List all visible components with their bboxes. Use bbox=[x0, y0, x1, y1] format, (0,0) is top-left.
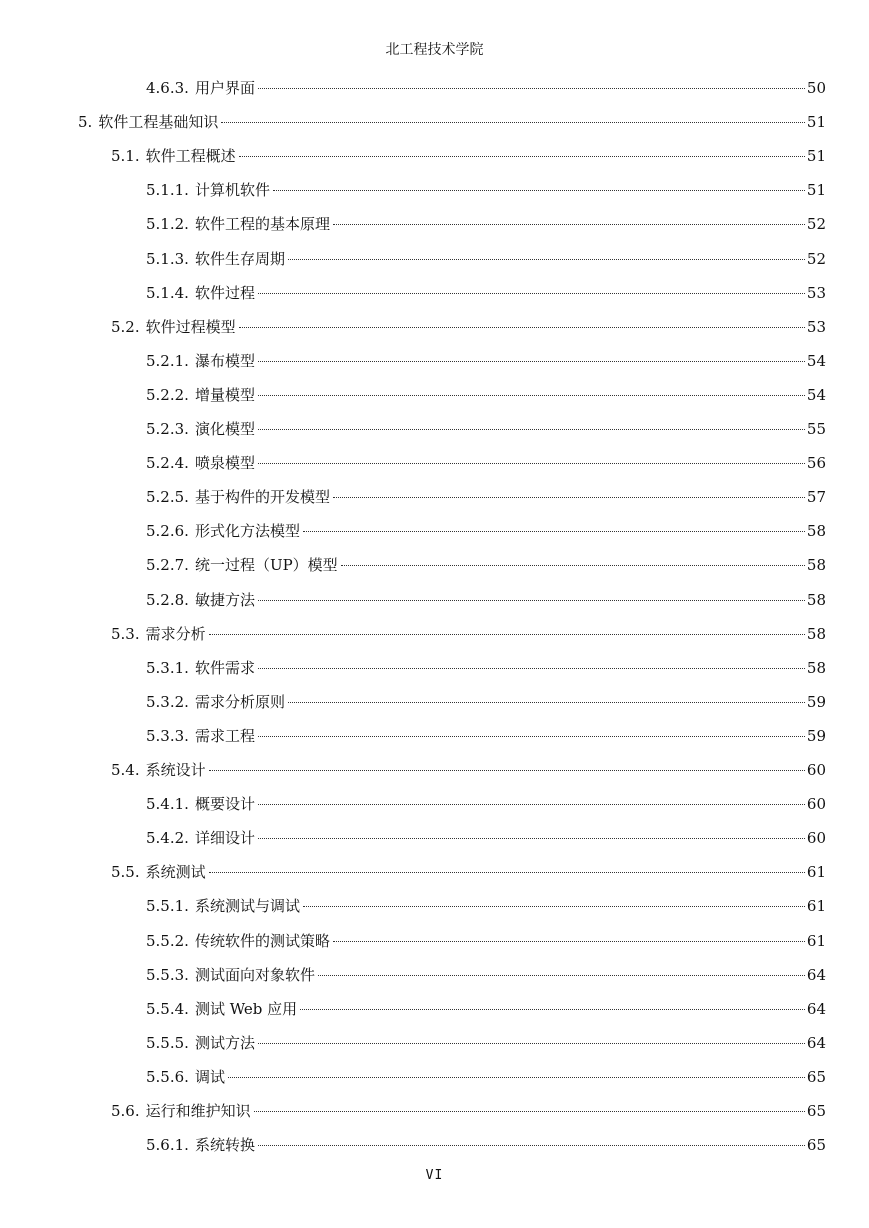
toc-dot-leader bbox=[258, 1043, 805, 1044]
toc-dot-leader bbox=[258, 361, 805, 362]
toc-dot-leader bbox=[318, 975, 805, 976]
toc-entry[interactable] bbox=[146, 76, 826, 100]
toc-dot-leader bbox=[239, 327, 805, 328]
toc-entry-page: 59 bbox=[806, 692, 826, 711]
toc-entry[interactable] bbox=[111, 144, 826, 168]
toc-entry-page: 64 bbox=[806, 965, 826, 984]
toc-entry[interactable] bbox=[146, 997, 826, 1021]
toc-entry-title: 测试 Web 应用 bbox=[194, 999, 298, 1018]
toc-dot-leader bbox=[258, 804, 805, 805]
toc-entry-title: 测试面向对象软件 bbox=[194, 965, 315, 984]
page-number: VI bbox=[425, 1168, 444, 1183]
toc-entry-page: 65 bbox=[806, 1102, 826, 1120]
toc-entry[interactable] bbox=[146, 588, 826, 612]
toc-entry-page: 61 bbox=[806, 863, 826, 882]
toc-entry[interactable] bbox=[146, 1065, 826, 1089]
toc-entry-page: 58 bbox=[806, 522, 826, 541]
toc-entry-title: 详细设计 bbox=[194, 829, 255, 848]
toc-dot-leader bbox=[300, 1009, 805, 1010]
toc-entry-title: 软件工程概述 bbox=[145, 147, 236, 166]
toc-entry-page: 57 bbox=[806, 488, 826, 507]
toc-entry-number: 5.1.4. bbox=[146, 283, 189, 302]
toc-entry[interactable] bbox=[146, 929, 826, 953]
toc-entry[interactable] bbox=[146, 690, 826, 714]
toc-entry-title: 用户界面 bbox=[194, 79, 255, 97]
toc-dot-leader bbox=[221, 122, 805, 123]
toc-entry-title: 系统测试 bbox=[145, 863, 206, 882]
toc-entry-title: 概要设计 bbox=[194, 795, 255, 814]
toc-dot-leader bbox=[258, 668, 805, 669]
toc-entry-title: 瀑布模型 bbox=[194, 351, 255, 370]
toc-entry-number: 5.3.1. bbox=[146, 658, 189, 677]
toc-entry[interactable] bbox=[146, 383, 826, 407]
toc-entry-page: 60 bbox=[806, 829, 826, 848]
toc-dot-leader bbox=[333, 941, 805, 942]
toc-entry-page: 52 bbox=[806, 249, 826, 268]
toc-entry-page: 65 bbox=[806, 1136, 826, 1155]
toc-entry[interactable] bbox=[111, 622, 826, 646]
toc-entry-title: 喷泉模型 bbox=[194, 454, 255, 473]
toc-entry[interactable] bbox=[78, 110, 826, 134]
toc-entry[interactable] bbox=[146, 1031, 826, 1055]
toc-dot-leader bbox=[288, 702, 805, 703]
toc-entry-number: 5.5.6. bbox=[146, 1067, 189, 1086]
toc-dot-leader bbox=[228, 1077, 805, 1078]
toc-entry[interactable] bbox=[111, 758, 826, 782]
toc-entry-page: 51 bbox=[806, 113, 826, 132]
toc-entry-number: 5.5.1. bbox=[146, 897, 189, 916]
toc-dot-leader bbox=[258, 838, 805, 839]
toc-dot-leader bbox=[258, 463, 805, 464]
toc-entry-title: 系统转换 bbox=[194, 1136, 255, 1155]
toc-entry[interactable] bbox=[146, 656, 826, 680]
toc-entry-page: 55 bbox=[806, 420, 826, 438]
toc-dot-leader bbox=[254, 1111, 805, 1112]
toc-entry-title: 敏捷方法 bbox=[194, 590, 255, 609]
toc-entry-page: 54 bbox=[806, 351, 826, 370]
toc-entry-number: 5.2.8. bbox=[146, 590, 189, 609]
toc-dot-leader bbox=[239, 156, 805, 157]
toc-entry-number: 5.2.3. bbox=[146, 420, 189, 438]
toc-entry-number: 5.1.2. bbox=[146, 215, 189, 234]
toc-entry-page: 59 bbox=[806, 726, 826, 745]
toc-entry-page: 52 bbox=[806, 215, 826, 234]
toc-dot-leader bbox=[333, 224, 805, 225]
toc-entry-number: 5.5.3. bbox=[146, 965, 189, 984]
toc-entry-number: 5.2.4. bbox=[146, 454, 189, 473]
toc-entry-title: 传统软件的测试策略 bbox=[194, 931, 330, 950]
toc-entry-title: 软件工程的基本原理 bbox=[194, 215, 330, 234]
toc-entry-page: 54 bbox=[806, 385, 826, 404]
toc-dot-leader bbox=[258, 736, 805, 737]
toc-entry-page: 64 bbox=[806, 1033, 826, 1052]
toc-entry[interactable] bbox=[146, 1133, 826, 1157]
toc-entry-number: 5.5. bbox=[111, 863, 140, 882]
toc-dot-leader bbox=[303, 531, 805, 532]
toc-dot-leader bbox=[258, 429, 805, 430]
toc-entry-title: 系统测试与调试 bbox=[194, 897, 300, 916]
toc-entry-page: 64 bbox=[806, 999, 826, 1018]
toc-entry-title: 需求工程 bbox=[194, 726, 255, 745]
toc-entry-title: 软件生存周期 bbox=[194, 249, 285, 268]
toc-entry[interactable] bbox=[146, 792, 826, 816]
toc-entry-page: 58 bbox=[806, 556, 826, 575]
toc-entry-page: 60 bbox=[806, 795, 826, 814]
toc-entry[interactable] bbox=[111, 1099, 826, 1123]
toc-entry-number: 5.2. bbox=[111, 317, 140, 336]
toc-entry[interactable] bbox=[111, 860, 826, 884]
toc-dot-leader bbox=[258, 293, 805, 294]
toc-entry-page: 53 bbox=[806, 317, 826, 336]
toc-entry-title: 增量模型 bbox=[194, 385, 255, 404]
toc-dot-leader bbox=[303, 906, 805, 907]
toc-entry-title: 形式化方法模型 bbox=[194, 522, 300, 541]
toc-entry-number: 5.6. bbox=[111, 1102, 140, 1120]
toc-entry-title: 调试 bbox=[194, 1067, 225, 1086]
toc-entry-page: 61 bbox=[806, 931, 826, 950]
toc-entry[interactable] bbox=[146, 724, 826, 748]
toc-entry-title: 需求分析 bbox=[145, 624, 206, 643]
toc-entry-number: 5.3.2. bbox=[146, 692, 189, 711]
toc-dot-leader bbox=[258, 88, 805, 89]
toc-entry[interactable] bbox=[146, 417, 826, 441]
toc-dot-leader bbox=[209, 872, 805, 873]
toc-entry-page: 56 bbox=[806, 454, 826, 473]
toc-entry-page: 61 bbox=[806, 897, 826, 916]
toc-entry[interactable] bbox=[146, 247, 826, 271]
toc-entry-page: 53 bbox=[806, 283, 826, 302]
toc-entry[interactable] bbox=[146, 485, 826, 509]
toc-entry-number: 5.1. bbox=[111, 147, 140, 166]
toc-entry-number: 5.5.2. bbox=[146, 931, 189, 950]
toc-entry[interactable] bbox=[146, 963, 826, 987]
toc-entry-page: 58 bbox=[806, 624, 826, 643]
toc-entry-page: 51 bbox=[806, 181, 826, 200]
toc-entry-number: 5.6.1. bbox=[146, 1136, 189, 1155]
toc-dot-leader bbox=[258, 1145, 805, 1146]
toc-entry-number: 5.4. bbox=[111, 761, 140, 779]
toc-entry-title: 统一过程（UP）模型 bbox=[194, 556, 338, 575]
toc-entry-page: 60 bbox=[806, 761, 826, 779]
toc-dot-leader bbox=[258, 395, 805, 396]
toc-entry[interactable] bbox=[146, 894, 826, 918]
toc-entry-title: 软件需求 bbox=[194, 658, 255, 677]
toc-entry-number: 5.1.3. bbox=[146, 249, 189, 268]
toc-entry-page: 50 bbox=[806, 79, 826, 97]
toc-dot-leader bbox=[209, 770, 805, 771]
toc-dot-leader bbox=[209, 634, 805, 635]
toc-entry-title: 演化模型 bbox=[194, 420, 255, 438]
toc-entry[interactable] bbox=[111, 315, 826, 339]
toc-entry-title: 测试方法 bbox=[194, 1033, 255, 1052]
toc-entry-number: 5.2.6. bbox=[146, 522, 189, 541]
toc-dot-leader bbox=[341, 565, 805, 566]
toc-entry-title: 基于构件的开发模型 bbox=[194, 488, 330, 507]
toc-entry-title: 系统设计 bbox=[145, 761, 206, 779]
toc-entry[interactable] bbox=[146, 178, 826, 202]
toc-entry[interactable] bbox=[146, 826, 826, 850]
toc-entry-number: 5.3.3. bbox=[146, 726, 189, 745]
toc-dot-leader bbox=[288, 259, 805, 260]
toc-entry[interactable] bbox=[146, 349, 826, 373]
toc-entry-page: 51 bbox=[806, 147, 826, 166]
toc-entry-number: 5.5.5. bbox=[146, 1033, 189, 1052]
toc-dot-leader bbox=[258, 600, 805, 601]
toc-entry-number: 5.2.7. bbox=[146, 556, 189, 575]
toc-entry-title: 软件过程模型 bbox=[145, 317, 236, 336]
toc-entry-number: 4.6.3. bbox=[146, 79, 189, 97]
toc-entry-title: 运行和维护知识 bbox=[145, 1102, 251, 1120]
toc-entry-title: 软件过程 bbox=[194, 283, 255, 302]
toc-entry-number: 5.3. bbox=[111, 624, 140, 643]
toc-entry[interactable] bbox=[146, 281, 826, 305]
toc-entry-number: 5.1.1. bbox=[146, 181, 189, 200]
toc-entry[interactable] bbox=[146, 451, 826, 475]
toc-entry-number: 5.4.1. bbox=[146, 795, 189, 814]
toc-entry-page: 58 bbox=[806, 590, 826, 609]
toc-entry-number: 5.5.4. bbox=[146, 999, 189, 1018]
toc-entry[interactable] bbox=[146, 212, 826, 236]
toc-entry[interactable] bbox=[146, 553, 826, 577]
toc-entry-page: 58 bbox=[806, 658, 826, 677]
toc-entry-number: 5.4.2. bbox=[146, 829, 189, 848]
toc-entry-number: 5.2.2. bbox=[146, 385, 189, 404]
toc-entry-title: 计算机软件 bbox=[194, 181, 270, 200]
page-header: 北工程技术学院 bbox=[385, 42, 484, 58]
toc-entry-number: 5.2.5. bbox=[146, 488, 189, 507]
toc-entry-number: 5. bbox=[78, 113, 93, 132]
toc-dot-leader bbox=[333, 497, 805, 498]
toc-entry-title: 软件工程基础知识 bbox=[98, 113, 219, 132]
toc-entry-number: 5.2.1. bbox=[146, 351, 189, 370]
toc-entry-title: 需求分析原则 bbox=[194, 692, 285, 711]
toc-dot-leader bbox=[273, 190, 805, 191]
toc-entry-page: 65 bbox=[806, 1067, 826, 1086]
toc-entry[interactable] bbox=[146, 519, 826, 543]
